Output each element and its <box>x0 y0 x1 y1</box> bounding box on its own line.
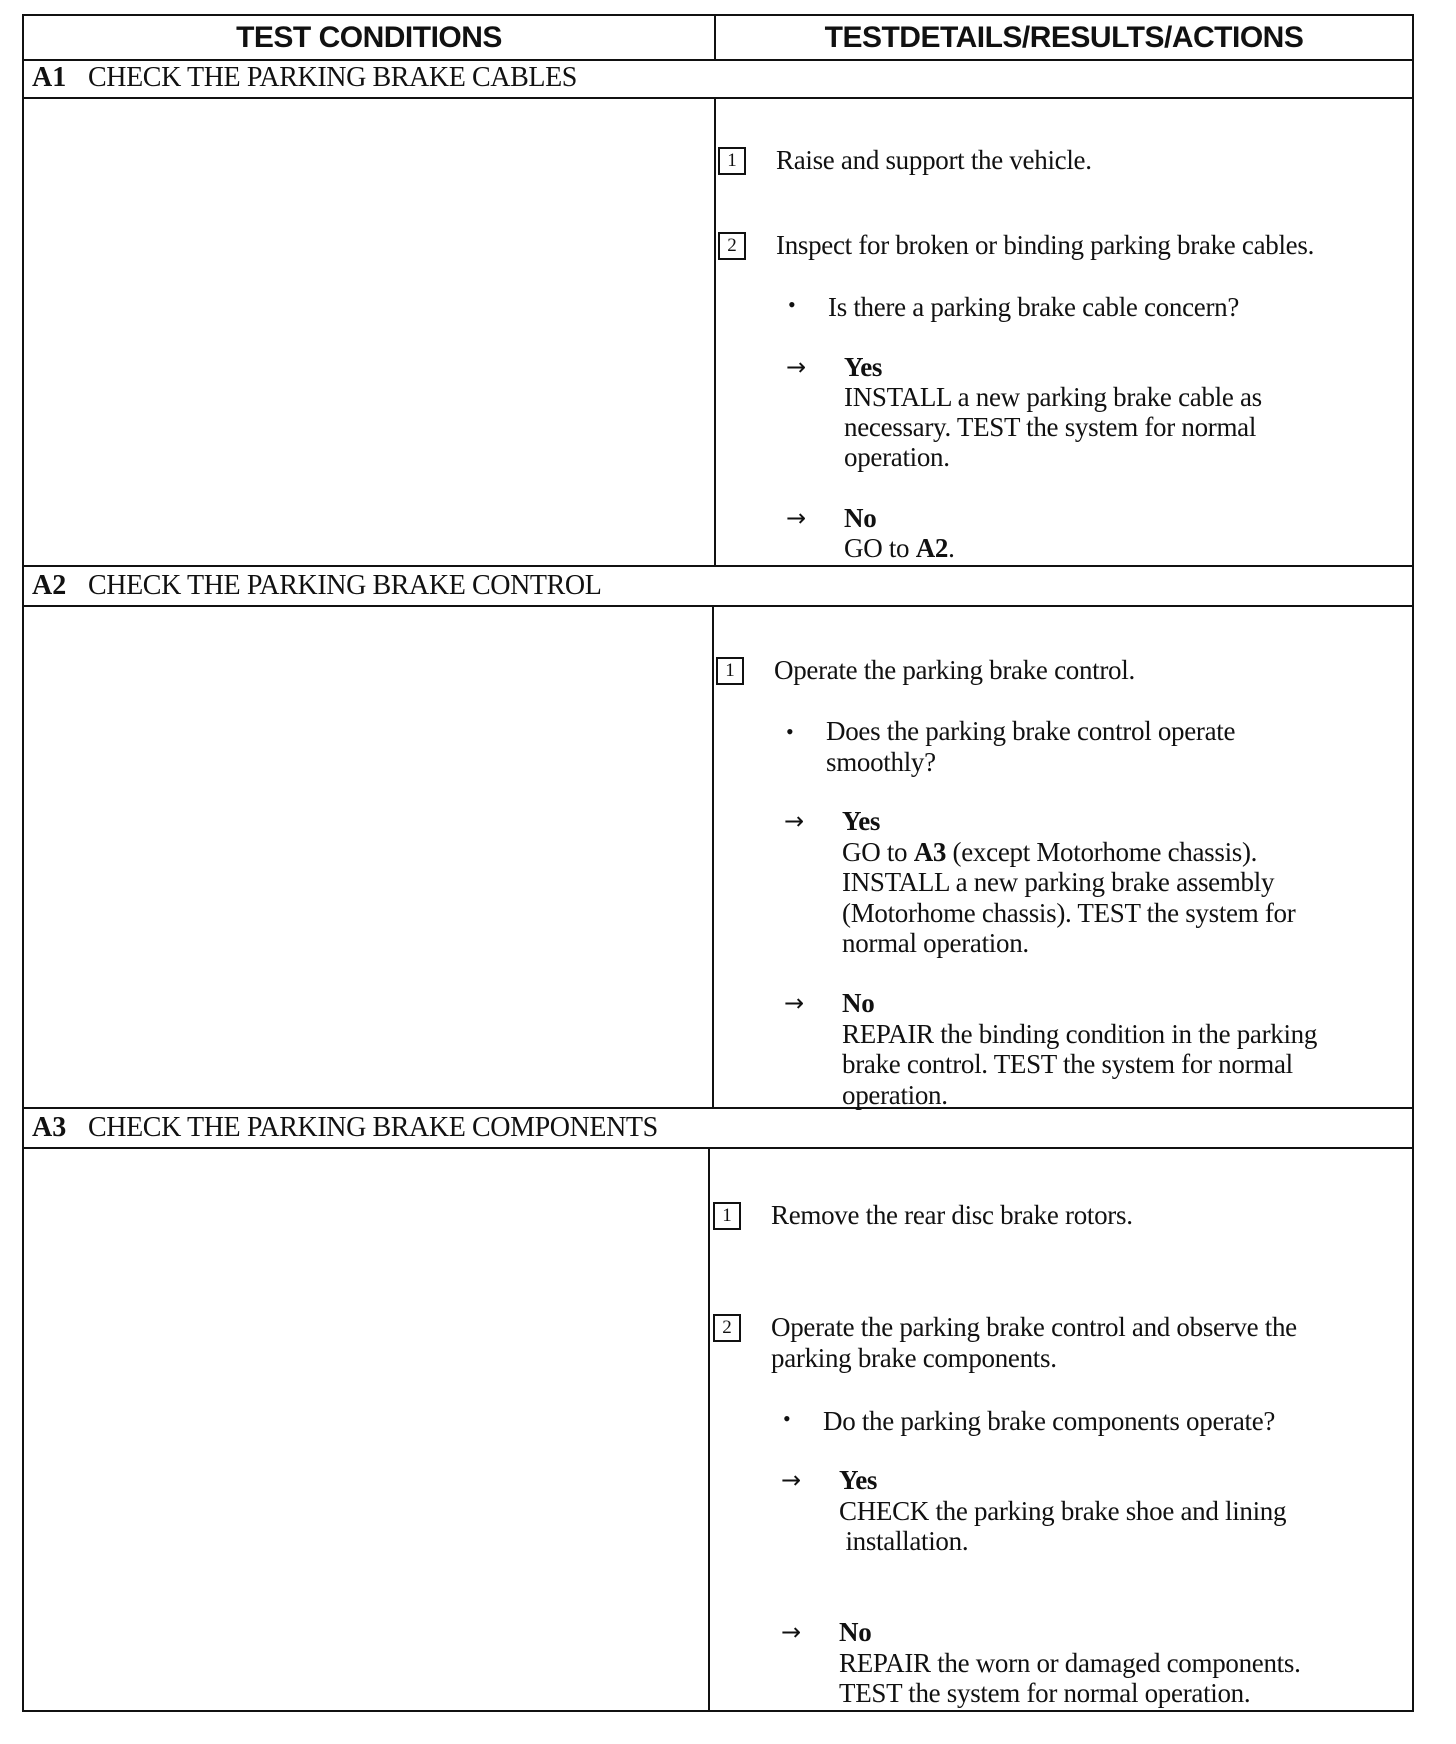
answer-label: Yes <box>844 352 883 382</box>
a3-question <box>777 1406 1275 1437</box>
section-id: A1 <box>32 62 67 93</box>
answer-line: INSTALL a new parking brake cable as <box>844 382 1262 412</box>
answer-line: normal operation. <box>842 928 1029 958</box>
section-a2-title-row <box>24 565 1412 607</box>
arrow-icon: → <box>784 989 805 1017</box>
step-number-box: 1 <box>713 1202 741 1230</box>
answer-line: GO to A3 (except Motorhome chassis). <box>842 836 1258 867</box>
answer-line: TEST the system for normal operation. <box>839 1678 1251 1708</box>
a1-answer-no <box>782 503 955 563</box>
bullet-icon: • <box>786 719 794 744</box>
answer-label: Yes <box>842 806 881 836</box>
step-number-box: 2 <box>713 1314 741 1342</box>
step-number-box: 2 <box>718 232 746 260</box>
answer-line: operation. <box>844 442 950 472</box>
section-id: A2 <box>32 570 67 601</box>
section-a3-title-row <box>24 1107 1412 1149</box>
answer-line: CHECK the parking brake shoe and lining <box>839 1495 1287 1526</box>
answer-label: No <box>844 503 877 533</box>
arrow-icon: → <box>786 504 807 532</box>
header-divider <box>714 16 716 59</box>
step-number-box: 1 <box>716 657 744 685</box>
section-title: CHECK THE PARKING BRAKE COMPONENTS <box>88 1112 658 1143</box>
a3-column-divider <box>708 1149 710 1712</box>
answer-line: (Motorhome chassis). TEST the system for <box>842 897 1296 928</box>
section-title: CHECK THE PARKING BRAKE CABLES <box>88 62 577 93</box>
question-line: Does the parking brake control operate <box>826 716 1236 746</box>
step-line: Operate the parking brake control and observe the <box>771 1312 1297 1342</box>
a3-step-2 <box>713 1312 1297 1374</box>
bullet-icon: • <box>788 292 796 317</box>
a3-answer-yes <box>777 1465 1286 1557</box>
bullet-icon: • <box>783 1406 791 1431</box>
a2-answer-yes <box>780 806 1295 959</box>
a2-step-1 <box>716 655 1135 686</box>
section-title: CHECK THE PARKING BRAKE CONTROL <box>88 570 602 601</box>
question-text: Do the parking brake components operate? <box>823 1406 1276 1436</box>
header-test-conditions: TEST CONDITIONS <box>236 20 502 54</box>
arrow-icon: → <box>781 1466 802 1494</box>
step-text: Operate the parking brake control. <box>774 655 1135 685</box>
a1-answer-yes <box>782 352 1262 472</box>
a2-question <box>780 716 1235 778</box>
a1-question <box>782 292 1239 323</box>
step-text: Raise and support the vehicle. <box>776 145 1092 175</box>
arrow-icon: → <box>781 1618 802 1646</box>
answer-label: No <box>842 988 875 1018</box>
a1-step-2 <box>718 230 1314 261</box>
step-line: parking brake components. <box>771 1343 1057 1373</box>
step-text: Remove the rear disc brake rotors. <box>771 1200 1133 1230</box>
step-text: Inspect for broken or binding parking brake cables. <box>776 230 1315 260</box>
step-number-box: 1 <box>718 147 746 175</box>
answer-line: installation. <box>839 1526 969 1556</box>
answer-line: necessary. TEST the system for normal <box>844 412 1257 442</box>
a1-column-divider <box>714 99 716 567</box>
section-reference: A3 <box>913 836 947 867</box>
a1-step-1 <box>718 145 1092 176</box>
a2-answer-no <box>780 988 1317 1110</box>
answer-line: REPAIR the worn or damaged components. <box>839 1647 1301 1678</box>
answer-line: operation. <box>842 1079 948 1110</box>
answer-line: GO to A2. <box>844 533 955 563</box>
section-id: A3 <box>32 1112 67 1143</box>
a2-column-divider <box>712 607 714 1109</box>
section-a1-title-row <box>24 59 1412 99</box>
section-reference: A2 <box>915 533 949 563</box>
arrow-icon: → <box>784 807 805 835</box>
a3-answer-no <box>777 1617 1301 1709</box>
answer-line: brake control. TEST the system for normal <box>842 1049 1293 1079</box>
a3-step-1 <box>713 1200 1133 1231</box>
table-header <box>24 16 1412 61</box>
question-text: Is there a parking brake cable concern? <box>828 292 1240 322</box>
answer-label: Yes <box>839 1465 878 1495</box>
answer-line: REPAIR the binding condition in the parking <box>842 1018 1318 1049</box>
header-test-details: TESTDETAILS/RESULTS/ACTIONS <box>824 20 1304 54</box>
answer-line: INSTALL a new parking brake assembly <box>842 867 1275 897</box>
question-line: smoothly? <box>826 747 936 777</box>
answer-label: No <box>839 1617 872 1647</box>
arrow-icon: → <box>786 353 807 381</box>
